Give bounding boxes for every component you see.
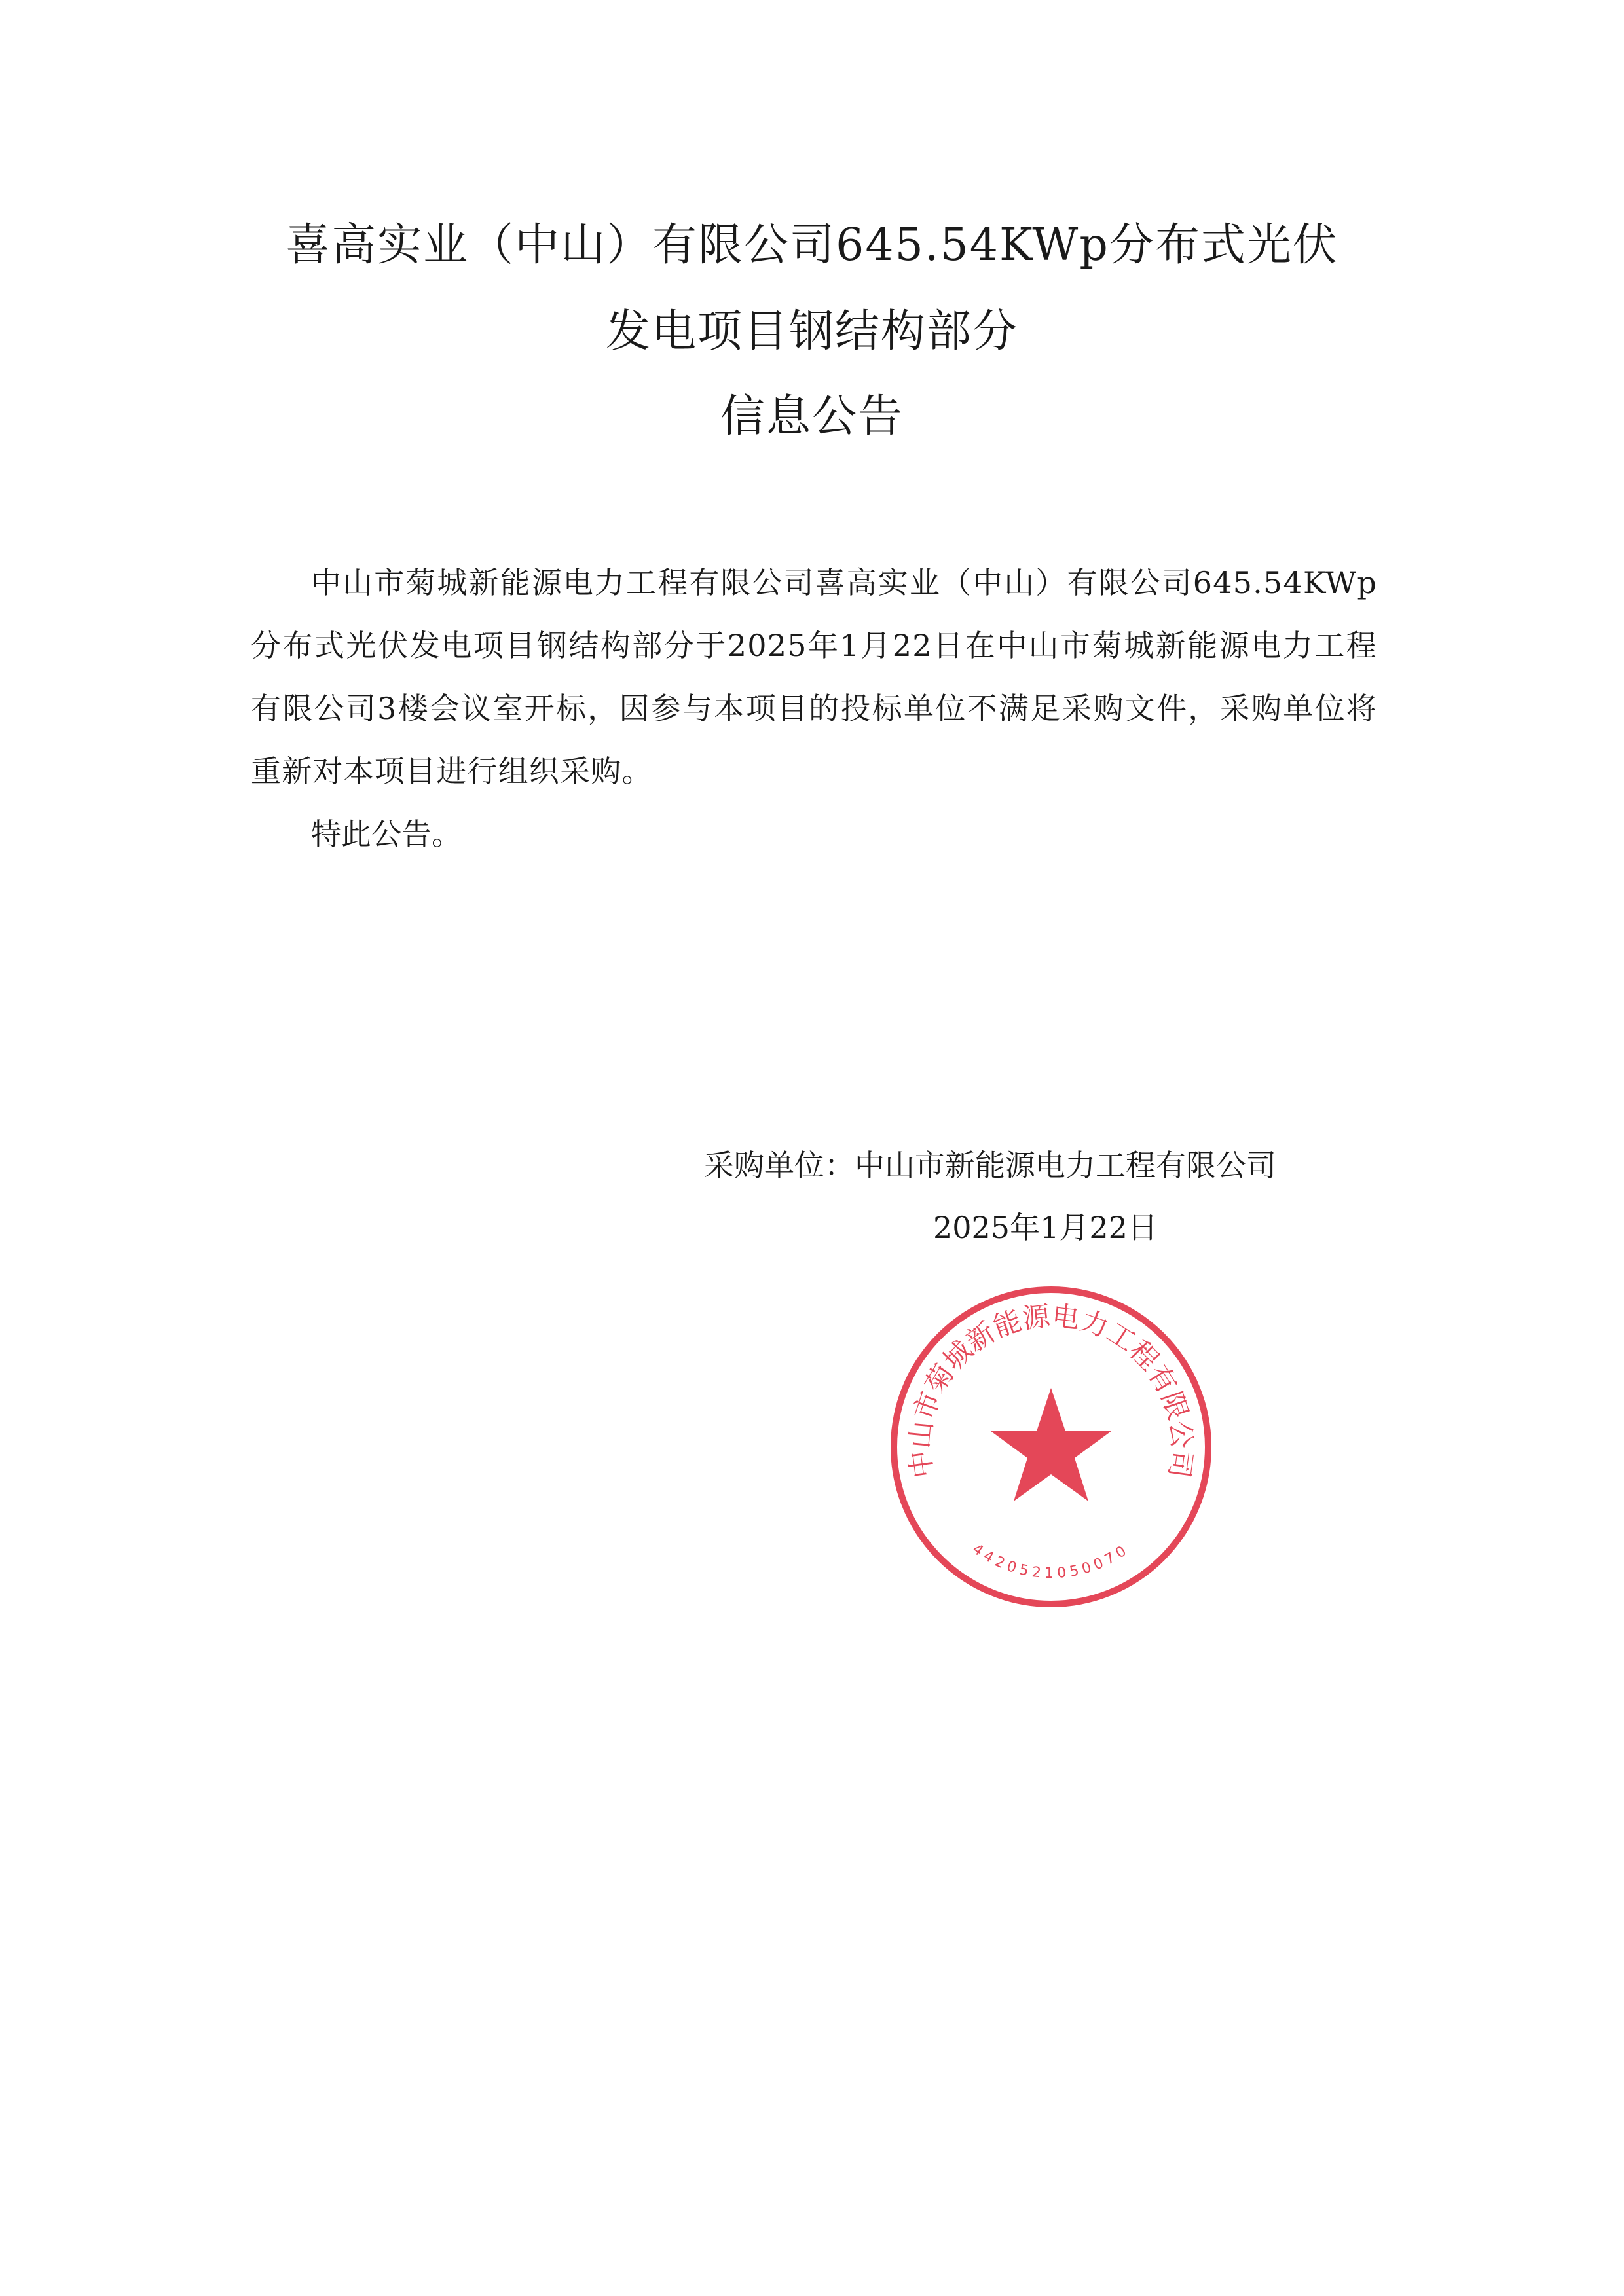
title-line-3: 信息公告 <box>720 391 904 443</box>
title-line-2: 发电项目钢结构部分 <box>605 306 1018 357</box>
svg-text:4420521050070 <box>969 1541 1132 1582</box>
star-icon <box>991 1388 1111 1501</box>
seal-name: 中山市菊城新能源电力工程有限公司 <box>904 1300 1198 1480</box>
title-line-1: 喜高实业（中山）有限公司645.54KWp分布式光伏 <box>286 219 1338 271</box>
announcement-body: 中山市菊城新能源电力工程有限公司喜高实业（中山）有限公司645.54KWp分布式光伏发电项目钢结构部分于2025年1月22日在中山市菊城新能源电力工程有限公司3楼会议室开标，因参与本项目的投标单位不满足采购文件，采购单位将重新对本项目进行组织采购。 <box>251 565 1377 789</box>
announcement-content <box>251 551 1377 866</box>
purchaser-signature: 采购单位：中山市新能源电力工程有限公司 <box>704 1148 1276 1183</box>
closing-text: 特此公告。 <box>311 816 462 852</box>
signature-date: 2025年1月22日 <box>933 1210 1158 1245</box>
company-seal <box>887 1283 1215 1611</box>
seal-code: 4420521050070 <box>969 1540 1133 1582</box>
